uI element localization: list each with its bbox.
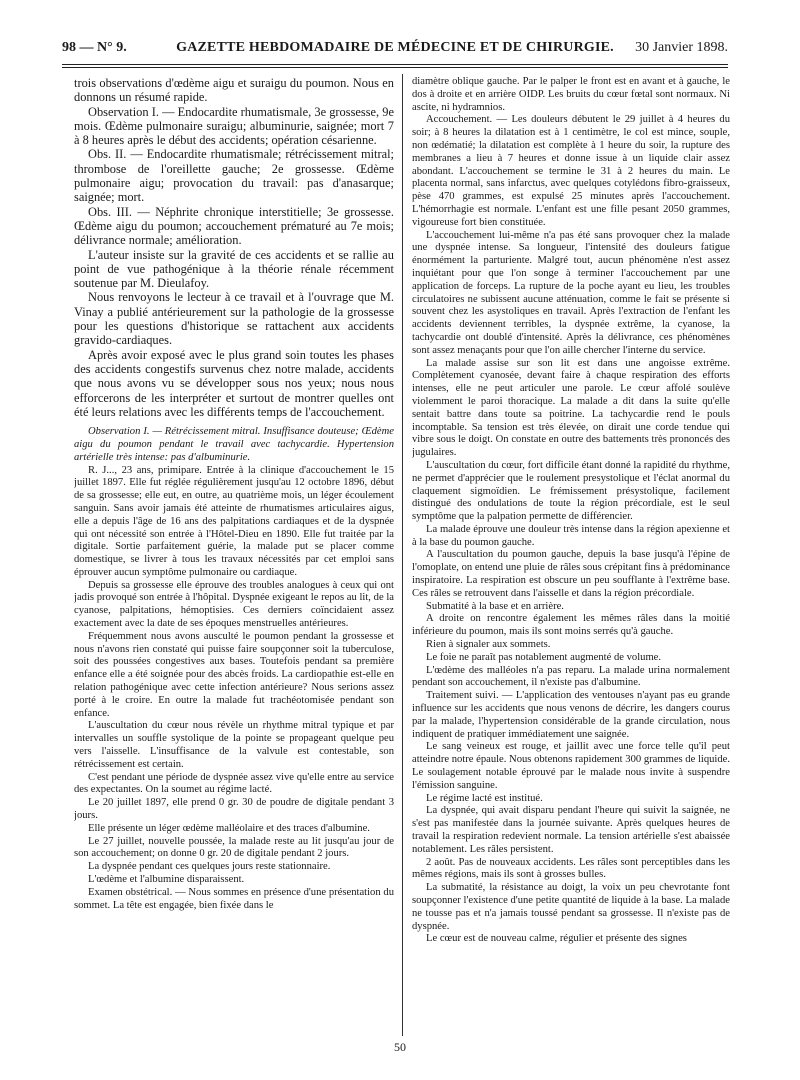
header-rule-thin	[62, 67, 728, 68]
paragraph: trois observations d'œdème aigu et suraigu du poumon. Nous en donnons un résumé rapide.	[74, 76, 394, 105]
paragraph: La dyspnée pendant ces quelques jours reste stationnaire.	[88, 861, 331, 873]
paragraph: 2 août. Pas de nouveaux accidents. Les râles sont perceptibles dans les mêmes régions, mais ils sont à grosses bulles.	[412, 856, 730, 881]
summary-section	[74, 76, 394, 419]
paragraph: C'est pendant une période de dyspnée assez vive qu'elle entre au service des expectantes. On la soumet au régime lacté.	[74, 771, 394, 796]
paragraph: Le 27 juillet, nouvelle poussée, la malade reste au lit jusqu'au jour de son accouchement; on donne 0 gr. 20 de digitale pendant 2 jours.	[74, 835, 394, 860]
issue-date: 30 Janvier 1898.	[635, 40, 728, 55]
left-column	[74, 76, 394, 1036]
page-folio: 50	[394, 1040, 406, 1054]
paragraph: Le sang veineux est rouge, et jaillit avec une force telle qu'il peut atteindre notre épaule. Nous obtenons rapidement 300 grammes de liquide. Le soulagement notable éprouvé par le malade nous invite à suspendre l'émission sanguine.	[412, 741, 730, 791]
paragraph: A l'auscultation du poumon gauche, depuis la base jusqu'à l'épine de l'omoplate, on entend une pluie de râles sous crépitant fins à prédominance inspiratoire. La respiration est obscure un peu soufflante à l'extrême base. Ces râles se retrouvent dans l'aisselle et dans la région précordiale.	[412, 549, 730, 599]
paragraph: L'œdème et l'albumine disparaissent.	[88, 874, 245, 886]
running-header	[62, 40, 728, 62]
paragraph: Examen obstétrical. — Nous sommes en présence d'une présentation du sommet. La tête est engagée, bien fixée dans le	[74, 886, 394, 911]
right-column	[412, 76, 730, 1036]
spacer	[74, 419, 394, 426]
paragraph: L'auscultation du cœur, fort difficile étant donné la rapidité du rhythme, ne permet d'apprécier que le roulement presystolique et l'éclat anormal du claquement sigmoïdien. Le frémissement présystolique, facilement distingué des ondulations de toute la région précordiale, est le seul symptôme que la palpation permette de différencier.	[412, 459, 730, 523]
journal-title: GAZETTE HEBDOMADAIRE DE MÉDECINE ET DE CHIRURGIE.	[176, 40, 614, 55]
paragraph: L'œdème des malléoles n'a pas reparu. La malade urina normalement pendant son accouchement, il n'existe pas d'albumine.	[412, 664, 730, 689]
paragraph: Traitement suivi. — L'application des ventouses n'ayant pas eu grande influence sur les accidents que nous venons de décrire, les dangers courus par la malade, l'hypertension considérable de la grande circulation, nous indiquent de pratiquer immédiatement une saignée.	[412, 690, 730, 740]
paragraph: Le 20 juillet 1897, elle prend 0 gr. 30 de poudre de digitale pendant 3 jours.	[74, 797, 394, 822]
observation-heading: Observation I. — Rétrécissement mitral. Insuffisance douteuse; Œdème aigu du poumon pendant le travail avec tachycardie. Hypertension artérielle très intense: pas d'albuminurie.	[74, 426, 394, 463]
paragraph: Le cœur est de nouveau calme, régulier et présente des signes	[426, 933, 687, 945]
paragraph: La malade assise sur son lit est dans une angoisse extrême. Complètement cyanosée, devant faire à chaque respiration des efforts intenses, elle ne peut articuler une parole. Le cœur affolé soulève violemment le paroi thoracique. La malade a dit dans la suite qu'elle sentait battre dans toute sa poitrine. La tachycardie rend le pouls incomptable. Sa tension est très élevée, on dirait une corde tendue qui vibre sous le doigt. On constate en outre des battements très prononcés des jugulaires.	[412, 357, 730, 459]
paragraph: L'auscultation du cœur nous révèle un rhythme mitral typique et par intervalles un souffle systolique de la pointe se propageant quelque peu vers l'aisselle. L'insuffisance de la valvule est contestable, son rétrécissement est certain.	[74, 720, 394, 770]
paragraph: Rien à signaler aux sommets.	[426, 639, 551, 651]
paragraph: La submatité, la résistance au doigt, la voix un peu chevrotante font soupçonner l'existence d'une petite quantité de liquide à la base. La malade ne tousse pas et n'a jamais toussé pendant sa grossesse. Il n'existe pas de dyspnée.	[412, 882, 730, 932]
case-report-section	[74, 426, 394, 912]
paragraph: Le foie ne paraît pas notablement augmenté de volume.	[426, 651, 662, 663]
column-divider	[402, 74, 403, 1036]
header-rule	[62, 64, 728, 65]
paragraph: Après avoir exposé avec le plus grand soin toutes les phases des accidents congestifs survenus chez notre malade, accidents que nous avons vu se développer sous nos yeux; nous nous efforcerons de les interpréter et surtout de montrer quelles ont été leurs relations avec les différents temps de l'accouchement.	[74, 347, 394, 419]
paragraph: Fréquemment nous avons ausculté le poumon pendant la grossesse et nous n'avons rien constaté qui puisse faire soupçonner soit la tuberculose, soit des poussées congestives aux bases. Toutefois pendant sa première enfance elle a été soignée pour des abcès froids. La cardiopathie est-elle en relation pathogénique avec cette infection antérieure? Nous serions assez porté à le croire. En outre la malade fut trachéotomisée pendant son enfance.	[74, 630, 394, 719]
observation-summary: Observation I. — Endocardite rhumatismale, 3e grossesse, 9e mois. Œdème pulmonaire suraigu; albuminurie, saignée; mort 7 à 8 heures après le début des accidents; opération césarienne.	[74, 104, 394, 148]
paragraph: La dyspnée, qui avait disparu pendant l'heure qui suivit la saignée, ne s'est pas manifestée dans la journée suivante. Après quelques heures de travail la respiration redevient normale. La tension artérielle s'est abaissée notablement. Les râles persistent.	[412, 805, 730, 855]
paragraph: R. J..., 23 ans, primipare. Entrée à la clinique d'accouchement le 15 juillet 1897. Elle fut réglée régulièrement jusqu'au 12 octobre 1896, début de sa grossesse; elle eut, en outre, au quatrième mois, un léger écoulement sanguin. Sans avoir jamais été atteinte de rhumatismes articulaires aigus, elle a depuis l'âge de 16 ans des palpitations cardiaques et de la dyspnée qui ont nécessité son entrée à l'Hôtel-Dieu en 1890. Elle fut traitée par la digitale. Sortie parfaitement guérie, la malade put se placer comme domestique, se livrer à tous les travaux nécessités par cet emploi sans éprouver aucun symptôme pulmonaire ou cardiaque.	[74, 464, 394, 578]
paragraph: L'accouchement lui-même n'a pas été sans provoquer chez la malade une dyspnée intense. Sa longueur, l'intensité des douleurs fatigue énormément la parturiente. Malgré tout, aucun phénomène n'est assez inquiétant pour que l'on songe à terminer l'accouchement par une application de forceps. La rupture de la poche ayant eu lieu, les troubles circulatoires ne subissent aucune atténuation, comme le fait se présente si souvent chez les asystoliques en travail. Après l'extraction de l'enfant les accidents deviennent terribles, la dyspnée extrême, la cyanose, la tachycardie ont doublé d'intensité. Après la délivrance, ces phénomènes sont assez menaçants pour que l'on aille chercher l'interne du service.	[412, 229, 730, 356]
paragraph: Nous renvoyons le lecteur à ce travail et à l'ouvrage que M. Vinay a publié antérieurement sur la pathologie de la grossesse pour les questions d'historique se rattachent aux accidents gravido-cardiaques.	[74, 290, 394, 348]
observation-summary: Obs. III. — Néphrite chronique interstitielle; 3e grossesse. Œdème aigu du poumon; accouchement prématuré au 7e mois; délivrance normale; amélioration.	[74, 204, 394, 248]
paragraph: A droite on rencontre également les mêmes râles dans la moitié inférieure du poumon, mais ils sont moins serrés qu'à gauche.	[412, 613, 730, 638]
paragraph: La malade éprouve une douleur très intense dans la région apexienne et à la base du poumon gauche.	[412, 523, 730, 548]
paragraph: L'auteur insiste sur la gravité de ces accidents et se rallie au point de vue pathogénique à la théorie rénale récemment soutenue par M. Dieulafoy.	[74, 247, 394, 291]
paragraph: diamètre oblique gauche. Par le palper le front est en avant et à gauche, le dos à droite et en arrière OIDP. Les bruits du cœur fœtal sont normaux. Ni ascite, ni hydramnios.	[412, 76, 730, 113]
observation-summary: Obs. II. — Endocardite rhumatismale; rétrécissement mitral; thrombose de l'oreillette gauche; 2e grossesse. Œdème pulmonaire aigu; provocation du travail: pas d'anasarque; saignée; mort.	[74, 147, 394, 205]
paragraph: Le régime lacté est institué.	[426, 792, 543, 804]
paragraph: Accouchement. — Les douleurs débutent le 29 juillet à 4 heures du soir; à 8 heures la dilatation est à 1 centimètre, le col est mince, souple, non œdématié; la dilatation est complète à 1 heure du soir, la rupture des membranes a lieu à 7 heures et donne issue à un liquide clair assez abondant. L'accouchement se termine le 31 à 2 heures du main. Le placenta normal, sans infarctus, avec quelques cotylédons fibro-graisseux, pèse 470 grammes, est expulsé 25 minutes après l'accouchement. L'hémorrhagie est normale. L'enfant est une fille pesant 2050 grammes, vigoureuse fort bien constituée.	[412, 114, 730, 228]
page-number: 98 — N° 9.	[62, 40, 127, 55]
paragraph: Submatité à la base et en arrière.	[426, 600, 564, 612]
paragraph: Depuis sa grossesse elle éprouve des troubles analogues à ceux qui ont jadis provoqué son entrée à l'hôpital. Dyspnée exigeant le repos au lit, de la cyanose, palpitations, hémoptisies. Ces derniers coïncidaient assez exactement avec la date de ses époques menstruelles antérieures.	[74, 579, 394, 630]
paragraph: Elle présente un léger œdème malléolaire et des traces d'albumine.	[88, 822, 370, 834]
